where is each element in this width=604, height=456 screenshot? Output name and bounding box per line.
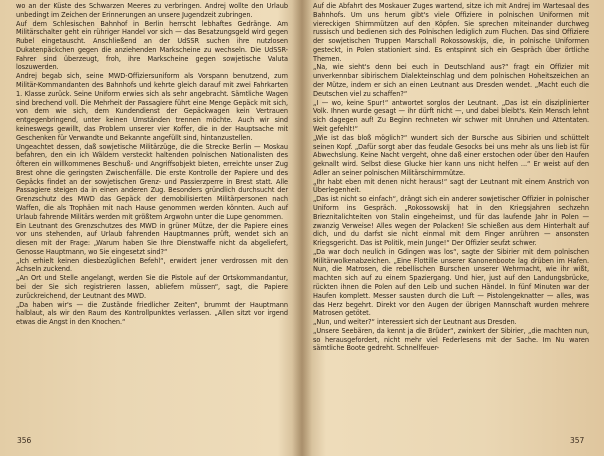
paragraph: wo an der Küste des Schwarzen Meeres zu verbringen. Andrej wollte den Urlaub unbedingt im Zeichen der Erinnerungen an unsere Jugendzeit zubringen. xyxy=(16,1,288,19)
paragraph: „Wie ist das bloß möglich?“ wundert sich der Bursche aus Sibirien und schüttelt seinen Kopf. „Dafür sorgt aber das feudale Gesocks bei uns mehr als uns lieb ist für Abwechslung. Keine Nacht vergeht, ohne daß einer erstochen oder über den Haufen geknallt wird. Selbst diese Glucke hier kann uns nicht helfen ...“ Er weist auf den Adler an seiner polnischen Militärschirmmütze. xyxy=(313,132,589,177)
right-page-number: 357 xyxy=(570,436,585,445)
paragraph: Ein Leutnant des Grenzschutzes des MWD in grüner Mütze, der die Papiere eines vor uns stehenden, auf Urlaub fahrenden Hauptmannes prüft, wendet sich an diesen mit der Frage: „Warum haben Sie Ihre Dienstwaffe nicht da abgeliefert, Genosse Hauptmann, wo Sie eingesetzt sind?“ xyxy=(16,220,288,256)
paragraph: Andrej begab sich, seine MWD-Offiziersuniform als Vorspann benutzend, zum Militär-Kommandanten des Bahnhofs und kehrte gleich darauf mit zwei Fahrkarten 1. Klasse zurück. Seine Uniform erwies sich als sehr angebracht. Sämtliche Wagen sind brechend voll. Die Mehrheit der Passagiere führt eine Menge Gepäck mit sich, von dem wie sich, dem Kundendienst der Gepäckwagen kein Vertrauen entgegenbringend, unter keinen Umständen trennen möchte. Auch wir sind keineswegs gewillt, das Problem unserer vier Koffer, die in der Hauptsache mit Geschenken für Verwandte und Bekannte angefüllt sind, hintanzustellen. xyxy=(16,71,288,142)
paragraph: „Ich erhielt keinen diesbezüglichen Befehl“, erwidert jener verdrossen mit den Achseln zuckend. xyxy=(16,255,288,274)
paragraph: „Da war doch neulich in Gdingen was los“, sagte der Sibirier mit dem polnischen Militärwolkenabzeichen. „Eine Flottille unserer Kanonenboote lag drüben im Hafen. Nun, die Matrosen, die rebellischen Burschen unserer Wehrmacht, wie ihr wißt, machten sich auf zu einem Spaziergang. Und hier, just auf den Landungsbrücke, rückten ihnen die Polen auf den Leib und suchen Händel. In fünf Minuten war der Haufen komplett. Messer sausten durch die Luft — Pistolengeknatter — alles, was das Herz begehrt. Direkt vor den Augen der übrigen Mannschaft wurden mehrere Matrosen getötet. xyxy=(313,246,589,318)
paragraph: Ungeachtet dessen, daß sowjetische Militärzüge, die die Strecke Berlin — Moskau befahren, den ein ich Wäldern versteckt haltenden polnischen Nationalisten des öfteren ein willkommenes Beschuß- und Angriffsobjekt bieten, erreichte unser Zug Brest ohne die geringsten Zwischenfälle. Die erste Kontrolle der Papiere und des Gepäcks findet an der sowjetischen Grenz- und Passierzperre in Brest statt. Alle Passagiere steigen da in einen anderen Zug. Besonders gründlich durchsucht der Grenzschutz des MWD das Gepäck der demobilisierten Militärpersonen nach Waffen, die als Trophäen mit nach Hause genommen werden könnten. Auch auf Urlaub fahrende Militärs werden mit größtem Argwohn unter die Lupe genommen. xyxy=(16,141,288,221)
paragraph: Auf die Abfahrt des Moskauer Zuges wartend, sitze ich mit Andrej im Wartesaal des Bahnhofs. Um uns herum gibt's viele Offiziere in polnischen Uniformen mit viereckigen Shirmmützen auf den Köpfen. Sie sprechen miteinander durchweg russisch und bedienen sich des Polnischen lediglich zum Fluchen. Das sind Offiziere der sowjetischen Truppen Marschall Rokossowskijs, die, in polnische Uniformen gesteckt, in Polen stationiert sind. Es entspinnt sich ein Gespräch über örtliche Themen. xyxy=(313,1,589,63)
paragraph: „Da haben wir's — die Zustände friedlicher Zeiten“, brummt der Hauptmann halblaut, als wir den Raum des Kontrollpunktes verlassen. „Allen sitzt vor irgend etwas die Angst in den Knochen.“ xyxy=(16,299,288,327)
right-page xyxy=(302,0,604,456)
paragraph: „Unsere Seebären, da kennt ja die Brüder“, zwinkert der Sibirier, „die machten nun, so herausgefordert, nicht mehr viel Federlesens mit der Sache. Im Nu waren sämtliche Boote gedreht. Schnellfeuer- xyxy=(313,325,589,353)
right-page-text xyxy=(313,2,589,353)
left-page-text xyxy=(16,2,288,327)
paragraph: „Nun, und weiter?“ interessiert sich der Leutnant aus Dresden. xyxy=(313,317,517,327)
paragraph: „Das ist nicht so einfach“, drängt sich ein anderer sowjetischer Offizier in polnischer Uniform ins Gespräch. „Rokossowskij hat in den Kriegsjahren sechzehn Brieznitalichteiten von Stalin eingeheimst, und für das laufende Jahr in Polen — zwanzig Verweise! Alles wegen der Polacken! Sie schießen aus dem Hinterhalt auf dich, und du darfst sie nicht einmal mit dem Finger anrühren — ansonsten Kriegsgericht. Das ist Politik, mein Junge!“ Der Offizier seufzt schwer. xyxy=(313,194,589,248)
paragraph: „Ihr habt eben mit denen nicht heraus!“ sagt der Leutnant mit einem Anstrich von Überlegenheit. xyxy=(313,176,589,195)
paragraph: „I — wo, keine Spur!“ antwortet sorglos der Leutnant. „Das ist ein disziplinierter Volk. Ihnen wurde gesagt — ihr dürft nicht —, und dabei bleibt's. Kein Mensch lehnt sich dagegen auf! Zu Beginn rechneten wir schwer mit Unruhen und Attentaten. Weit gefehlt!“ xyxy=(313,97,589,133)
paragraph: „An Ort und Stelle angelangt, werden Sie die Pistole auf der Ortskommandantur, bei der Sie sich registrieren lassen, abliefern müssen“, sagt, die Papiere zurückreichend, der Leutnant des MWD. xyxy=(16,273,288,300)
left-page-number: 356 xyxy=(17,436,32,445)
paragraph: Auf dem Schlesischen Bahnhof in Berlin herrscht lebhaftes Gedränge. Am Militärschalter geht ein rühriger Handel vor sich — das Besatzungsgeld wird gegen Rubel eingetauscht. Anschließend an der UdSSR suchen ihre nutzlosen Dukatenpäckchen gegen die anziehenden Markscheine zu wechseln. Die UdSSR-Fahrer sind überzeugt, froh, ihre Markscheine gegen sowjetische Valuta loszuwerden. xyxy=(16,18,288,72)
book-gutter xyxy=(292,0,312,456)
paragraph: „Na, wie sieht's denn bei euch in Deutschland aus?“ fragt ein Offizier mit unverkennbar sibirischem Dialekteinschlag und dem polnischen Hoheitszeichen an der Mütze, indem er sich an einen Leutnant aus Dresden wendet. „Macht euch die Deutschen viel zu schaffen?“ xyxy=(313,62,589,98)
